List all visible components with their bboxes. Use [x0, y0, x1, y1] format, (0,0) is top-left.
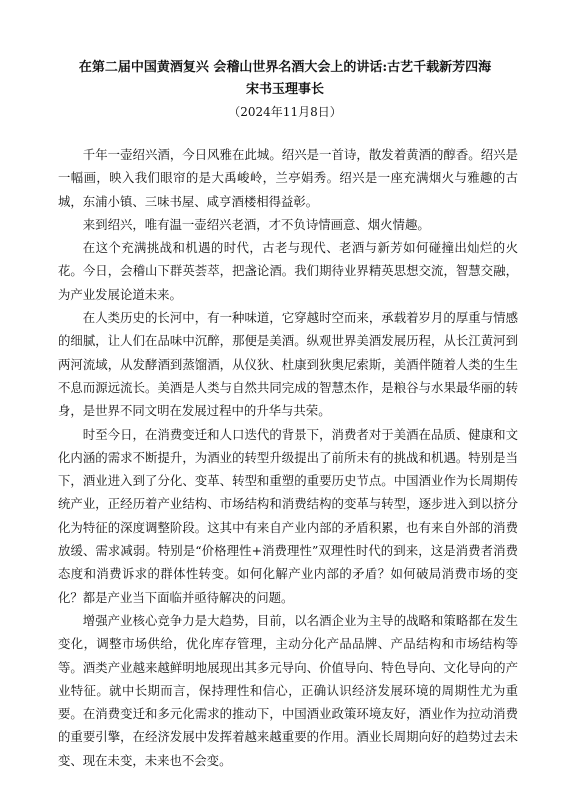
paragraph: 千年一壶绍兴酒，今日风雅在此城。绍兴是一首诗，散发着黄酒的醇香。绍兴是一幅画，映入我们眼帘的是大禹峻岭，兰亭娟秀。绍兴是一座充满烟火与雅趣的古城，东浦小镇、三味书屋、咸亨酒楼相得益彰。 [58, 147, 518, 209]
paragraph: 增强产业核心竞争力是大趋势，目前，以名酒企业为主导的战略和策略都在发生变化，调整市场供给，优化库存管理，主动分化产品品牌、产品结构和市场结构等等。酒类产业越来越鲜明地展现出其多元导向、价值导向、特色导向、文化导向的产业特征。就中长期而言，保持理性和信心，正确认识经济发展环境的周期性尤为重要。在消费变迁和多元化需求的推动下，中国酒业政策环境友好，酒业作为拉动消费的重要引擎，在经济发展中发挥着越来越重要的作用。酒业长周期向好的趋势过去未变、现在未变，未来也不会变。 [58, 612, 518, 768]
paragraph: 在人类历史的长河中，有一种味道，它穿越时空而来，承载着岁月的厚重与情感的细腻，让人们在品味中沉醉，那便是美酒。纵观世界美酒发展历程，从长江黄河到两河流域，从发酵酒到蒸馏酒，从仪狄、杜康到狄奥尼索斯，美酒伴随着人类的生生不息而源远流长。美酒是人类与自然共同完成的智慧杰作，是粮谷与水果最华丽的转身，是世界不同文明在发展过程中的升华与共荣。 [58, 310, 518, 419]
paragraph: 来到绍兴，唯有温一壶绍兴老酒，才不负诗情画意、烟火情趣。 [82, 216, 430, 232]
speech-date: （2024年11月8日） [228, 105, 342, 119]
speaker-name: 宋书玉理事长 [245, 82, 324, 97]
document-title: 在第二届中国黄酒复兴 会稽山世界名酒大会上的讲话:古艺千载新芳四海 [78, 60, 492, 75]
paragraph: 在这个充满挑战和机遇的时代，古老与现代、老酒与新芳如何碰撞出灿烂的火花。今日，会稽山下群英荟萃，把盏论酒。我们期待业界精英思想交流，智慧交融，为产业发展论道未来。 [58, 240, 518, 302]
speech-body [58, 143, 518, 772]
paragraph: 时至今日，在消费变迁和人口迭代的背景下，消费者对于美酒在品质、健康和文化内涵的需求不断提升，为酒业的转型升级提出了前所未有的挑战和机遇。特别是当下，酒业进入到了分化、变革、转型和重塑的重要历史节点。中国酒业作为长周期传统产业，正经历着产业结构、市场结构和消费结构的变革与转型，逐步进入到以挤分化为特征的深度调整阶段。这其中有来自产业内部的矛盾积累，也有来自外部的消费放缓、需求减弱。特别是“价格理性+消费理性”双理性时代的到来，这是消费者消费态度和消费诉求的群体性转变。如何化解产业内部的矛盾？如何破局消费市场的变化？都是产业当下面临并亟待解决的问题。 [58, 426, 518, 605]
